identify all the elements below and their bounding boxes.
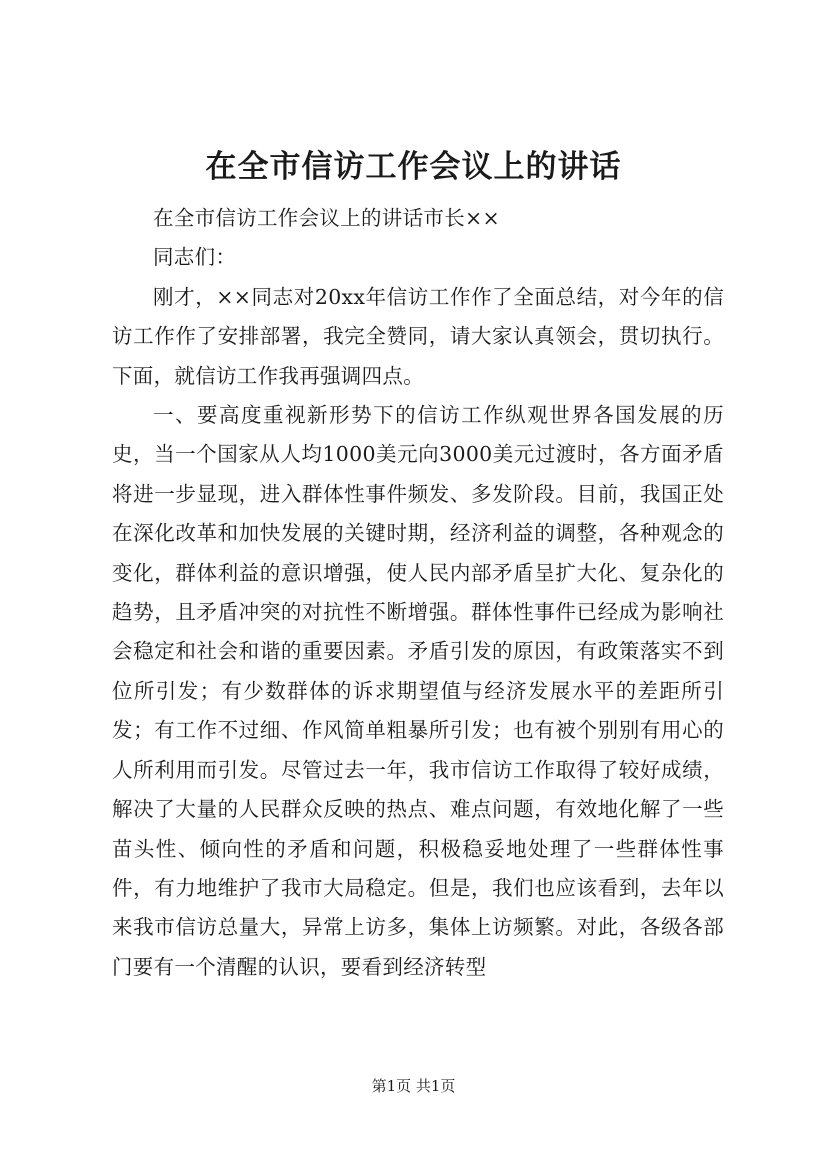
document-title: 在全市信访工作会议上的讲话 — [205, 149, 622, 185]
salutation-paragraph: 同志们： — [153, 245, 237, 270]
opening-paragraph: 刚才，××同志对20xx年信访工作作了全面总结，对今年的信访工作作了安排部署，我完全赞同，请大家认真领会，贯切执行。下面，就信访工作我再强调四点。 — [112, 284, 724, 388]
page-number-footer: 第1页 共1页 — [371, 1077, 456, 1095]
section-one-paragraph: 一、要高度重视新形势下的信访工作纵观世界各国发展的历史，当一个国家从人均1000美元向3000美元过渡时，各方面矛盾将进一步显现，进入群体性事件频发、多发阶段。目前，我国正处在深化改革和加快发展的关键时期，经济利益的调整，各种观念的变化，群体利益的意识增强，使人民内部矛盾呈扩大化、复杂化的趋势，且矛盾冲突的对抗性不断增强。群体性事件已经成为影响社会稳定和社会和谐的重要因素。矛盾引发的原因，有政策落实不到位所引发；有少数群体的诉求期望值与经济发展水平的差距所引发；有工作不过细、作风简单粗暴所引发；也有被个别别有用心的人所利用而引发。尽管过去一年，我市信访工作取得了较好成绩，解决了大量的人民群众反映的热点、难点问题，有效地化解了一些苗头性、倾向性的矛盾和问题，积极稳妥地处理了一些群体性事件，有力地维护了我市大局稳定。但是，我们也应该看到，去年以来我市信访总量大，异常上访多，集体上访频繁。对此，各级各部门要有一个清醒的认识，要看到经济转型 — [112, 403, 724, 979]
byline-paragraph: 在全市信访工作会议上的讲话市长×× — [153, 206, 500, 230]
document-body — [112, 199, 724, 987]
